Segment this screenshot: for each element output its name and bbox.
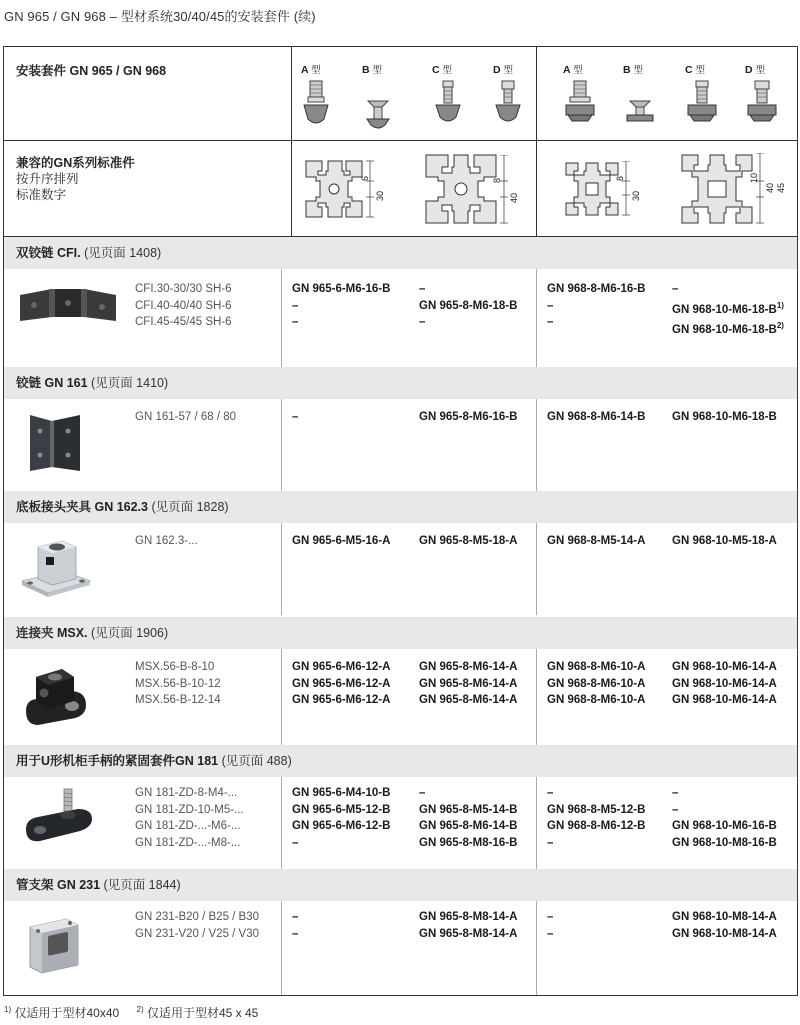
article-code: – [547, 911, 554, 923]
section-body-base-clamp-gn162 [4, 523, 797, 615]
footnotes [4, 1004, 258, 1021]
article-code: GN 968-8-M6-12-B [547, 820, 646, 832]
profile-45-size-dim-40: 40 [765, 182, 775, 193]
code-col-gn968-10 [672, 785, 777, 851]
profile-45-size-dim-45: 45 [776, 182, 786, 193]
cell-divider [281, 901, 282, 995]
profile-30-slot8-size-dim: 30 [631, 190, 641, 201]
footnote-ref: 2) [776, 320, 784, 330]
variant-item: GN 162.3-... [135, 535, 198, 547]
code-col-gn968-8 [547, 659, 645, 709]
screw-type-c-icon [686, 79, 718, 129]
screw-type-d-icon [746, 79, 778, 129]
article-code: GN 968-10-M6-14-A [672, 661, 777, 673]
screw-type-a-icon [302, 79, 330, 131]
variant-item: GN 181-ZD-8-M4-... [135, 787, 238, 799]
article-code: – [547, 927, 554, 940]
article-code: GN 965-8-M6-18-B [419, 299, 518, 312]
code-col-gn968-8 [547, 533, 645, 550]
article-code: – [672, 803, 679, 816]
header-row-kits [4, 47, 797, 141]
footnote-1-mark: 1) [4, 1005, 12, 1014]
section-header-tube-clamp-gn231: 管支架 GN 231 (见页面 1844) [4, 869, 797, 901]
article-code: GN 965-8-M6-14-A [419, 677, 518, 690]
article-code: GN 968-10-M8-16-B [672, 836, 777, 849]
hinge-gn161-icon [26, 411, 86, 475]
article-code: GN 965-8-M6-14-A [419, 661, 518, 673]
article-code: GN 968-8-M5-14-A [547, 535, 646, 547]
footnote-2-text: 仅适用于型材45 x 45 [146, 1006, 259, 1020]
footnote-2-mark: 2) [136, 1005, 144, 1014]
code-col-gn965-8 [419, 533, 517, 550]
article-code: – [672, 283, 679, 295]
article-code: GN 968-10-M6-14-A [672, 677, 777, 690]
header-row-profiles [4, 141, 797, 237]
code-col-gn965-8 [419, 785, 517, 851]
profile-40-size-dim: 40 [509, 192, 519, 203]
article-code: GN 965-6-M5-16-A [292, 535, 391, 547]
screw-type-c-icon [434, 79, 462, 131]
tube-clamp-gn231-icon [24, 913, 84, 977]
footnote-ref: 1) [776, 300, 784, 310]
profile-30-slot8-dim-lines [622, 161, 638, 217]
type-label-right-c: C 型 [685, 64, 706, 76]
code-col-gn968-10 [672, 533, 777, 550]
profile-45-slot-dim: 10 [749, 172, 759, 183]
type-label-right-d: D 型 [745, 64, 766, 76]
cell-divider [536, 649, 537, 745]
std-label: 兼容的GN系列标准件 按升序排列 标准数字 [16, 156, 135, 202]
article-code: GN 968-10-M5-18-A [672, 535, 777, 547]
article-code: GN 968-10-M6-18-B [672, 411, 777, 423]
article-code: GN 965-6-M6-12-A [292, 661, 391, 673]
code-col-gn968-10 [672, 659, 777, 709]
section-body-tube-clamp-gn231 [4, 901, 797, 995]
code-col-gn965-6 [292, 659, 390, 709]
variant-item: MSX.56-B-10-12 [135, 677, 221, 690]
base-clamp-gn162-icon [20, 533, 92, 599]
variant-item: GN 181-ZD-10-M5-... [135, 803, 244, 816]
type-label-left-b: B 型 [362, 64, 383, 76]
type-label-right-b: B 型 [623, 64, 644, 76]
article-code: GN 965-8-M5-14-B [419, 803, 518, 816]
article-code: GN 965-8-M8-16-B [419, 836, 518, 849]
article-code: GN 965-6-M6-12-B [292, 820, 391, 832]
article-code: GN 965-8-M8-14-A [419, 927, 518, 940]
profile-45-icon [680, 153, 754, 225]
code-col-gn968-10 [672, 281, 784, 338]
variant-list [135, 281, 232, 331]
code-col-gn965-8 [419, 281, 517, 331]
screw-type-a-icon [564, 79, 596, 129]
article-code: GN 968-10-M8-14-A [672, 911, 777, 923]
article-code: GN 965-6-M5-12-B [292, 803, 391, 816]
article-code: – [547, 316, 554, 328]
article-code: GN 968-8-M5-12-B [547, 803, 646, 816]
cell-divider [281, 649, 282, 745]
code-col-gn965-6 [292, 533, 390, 550]
profile-30-icon [304, 159, 364, 219]
article-code: GN 965-8-M6-16-B [419, 411, 518, 423]
variant-item: GN 231-B20 / B25 / B30 [135, 911, 260, 923]
section-header-hinge-gn161: 铰链 GN 161 (见页面 1410) [4, 367, 797, 399]
article-code: – [292, 836, 299, 849]
article-code: GN 968-8-M6-14-B [547, 411, 646, 423]
code-col-gn968-8 [547, 409, 645, 426]
screw-type-d-icon [494, 79, 522, 131]
section-header-base-clamp-gn162: 底板接头夹具 GN 162.3 (见页面 1828) [4, 491, 797, 523]
section-body-cfi [4, 269, 797, 369]
cell-divider [536, 523, 537, 615]
cell-divider [536, 399, 537, 491]
type-label-right-a: A 型 [563, 64, 583, 76]
section-header-cfi: 双铰链 CFI. (见页面 1408) [4, 237, 797, 269]
variant-list [135, 533, 198, 550]
cell-divider [281, 399, 282, 491]
variant-item: CFI.45-45/45 SH-6 [135, 316, 232, 328]
profile-40-dim-lines [500, 155, 516, 225]
footnote-1-text: 仅适用于型材40x40 [14, 1006, 120, 1020]
article-code: – [419, 316, 426, 328]
article-code: GN 968-10-M8-14-A [672, 927, 777, 940]
type-label-left-d: D 型 [493, 64, 514, 76]
variant-list [135, 659, 221, 709]
code-col-gn968-10 [672, 409, 777, 426]
code-col-gn965-6 [292, 909, 298, 942]
variant-item: GN 161-57 / 68 / 80 [135, 411, 237, 423]
cell-divider [281, 777, 282, 873]
article-code: GN 968-8-M6-10-A [547, 694, 646, 706]
article-code: – [547, 836, 554, 849]
profile-40-slot-dim: 8 [492, 177, 502, 183]
variant-list [135, 909, 259, 942]
code-col-gn965-8 [419, 909, 517, 942]
section-body-handle-kit-gn181 [4, 777, 797, 873]
article-code: – [547, 299, 554, 312]
article-code: GN $968-10-M6-18-B^{2)}$ [672, 320, 784, 336]
article-code: – [672, 787, 679, 799]
code-col-gn968-8 [547, 909, 553, 942]
article-code: – [419, 283, 426, 295]
handle-fastening-kit-gn181-icon [22, 787, 96, 849]
profile-30-slot8-icon [564, 161, 620, 217]
variant-item: GN 181-ZD-...-M8-... [135, 836, 241, 849]
article-code: GN 965-6-M6-12-A [292, 694, 391, 706]
article-code: GN 965-8-M6-14-B [419, 820, 518, 832]
article-code: – [419, 787, 426, 799]
variant-item: CFI.40-40/40 SH-6 [135, 299, 232, 312]
profile-30-size-dim: 30 [375, 190, 385, 201]
connector-msx-icon [22, 661, 92, 729]
variant-list [135, 409, 236, 426]
cell-divider [536, 901, 537, 995]
cell-divider [281, 523, 282, 615]
screw-type-b-icon [364, 79, 392, 131]
variant-item: GN 181-ZD-...-M6-... [135, 820, 241, 832]
cell-divider [281, 269, 282, 369]
code-col-gn968-10 [672, 909, 777, 942]
page-title: GN 965 / GN 968 – 型材系统30/40/45的安装套件 (续) [4, 9, 316, 24]
article-code: – [292, 411, 299, 423]
article-code: – [292, 911, 299, 923]
code-col-gn968-8 [547, 785, 645, 851]
kit-label: 安装套件 GN 965 / GN 968 [16, 64, 167, 78]
code-col-gn968-8 [547, 281, 645, 331]
code-col-gn965-8 [419, 409, 517, 426]
code-col-gn965-8 [419, 659, 517, 709]
section-header-handle-kit-gn181: 用于U形机柜手柄的紧固套件GN 181 (见页面 488) [4, 745, 797, 777]
profile-40-icon [424, 153, 498, 225]
article-code: GN 968-10-M6-16-B [672, 820, 777, 832]
article-code: GN 965-8-M8-14-A [419, 911, 518, 923]
code-col-gn965-6 [292, 785, 390, 851]
article-code: GN 965-6-M6-16-B [292, 283, 391, 295]
article-code: GN 965-8-M5-18-A [419, 535, 518, 547]
code-col-gn965-6 [292, 281, 390, 331]
section-header-connector-msx: 连接夹 MSX. (见页面 1906) [4, 617, 797, 649]
cell-divider [536, 269, 537, 369]
double-hinge-cfi-icon [18, 285, 118, 325]
screw-type-b-icon [625, 79, 655, 129]
article-code: GN $968-10-M6-18-B^{1)}$ [672, 300, 784, 316]
variant-list [135, 785, 244, 851]
header-divider-2 [536, 47, 537, 237]
cell-divider [536, 777, 537, 873]
type-label-left-c: C 型 [432, 64, 453, 76]
variant-item: MSX.56-B-8-10 [135, 661, 215, 673]
article-code: – [292, 927, 299, 940]
article-code: GN 968-10-M6-14-A [672, 694, 777, 706]
article-code: – [547, 787, 554, 799]
compatibility-table [3, 46, 798, 996]
article-code: – [292, 299, 299, 312]
profile-30-slot-dim: 6 [360, 175, 370, 181]
article-code: – [292, 316, 299, 328]
article-code: GN 968-8-M6-10-A [547, 677, 646, 690]
profile-30-dim-lines [366, 159, 382, 219]
variant-item: MSX.56-B-12-14 [135, 694, 221, 706]
profile-30-slot8-slot-dim: 8 [615, 175, 625, 181]
article-code: GN 968-8-M6-10-A [547, 661, 646, 673]
article-code: GN 965-8-M6-14-A [419, 694, 518, 706]
type-label-left-a: A 型 [301, 64, 321, 76]
code-col-gn965-6 [292, 409, 298, 426]
article-code: GN 968-8-M6-16-B [547, 283, 646, 295]
variant-item: CFI.30-30/30 SH-6 [135, 283, 232, 295]
header-divider-1 [291, 47, 292, 237]
section-body-hinge-gn161 [4, 399, 797, 491]
article-code: GN 965-6-M4-10-B [292, 787, 391, 799]
article-code: GN 965-6-M6-12-A [292, 677, 391, 690]
variant-item: GN 231-V20 / V25 / V30 [135, 927, 260, 940]
section-body-connector-msx [4, 649, 797, 745]
